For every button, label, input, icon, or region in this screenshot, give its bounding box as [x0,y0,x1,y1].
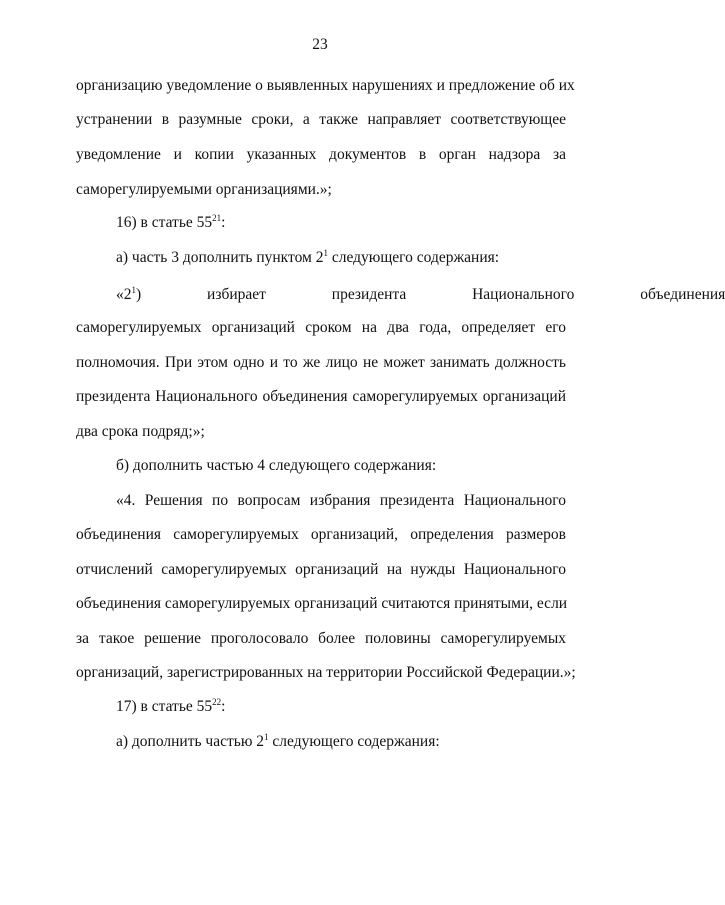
superscript: 1 [264,732,269,742]
list-item-16 [116,213,566,233]
page-number: 23 [312,36,328,53]
text-line: устранении в разумные сроки, а также направляет соответствующее [76,111,566,128]
superscript: 1 [131,285,136,295]
text-fragment: следующего содержания: [327,249,500,266]
text-line: саморегулируемых организаций сроком на два года, определяет его [76,319,566,336]
superscript: 21 [212,213,222,223]
text-line: президента Национального объединения саморегулируемых организаций [76,388,566,405]
text-fragment: 17) в статье 55 [116,698,213,715]
list-item-17 [116,697,566,717]
superscript: 1 [323,248,328,258]
text-line: объединения саморегулируемых организаций считаются принятыми, если [76,595,568,612]
text-fragment: 16) в статье 55 [116,214,213,231]
subitem-a [116,732,566,752]
text-line: саморегулируемыми организациями.»; [76,181,332,198]
quoted-point-2-1 [116,285,725,305]
text-line: объединения саморегулируемых организаций, определения размеров [76,526,566,543]
text-fragment: : [221,214,226,231]
text-fragment: а) часть 3 дополнить пунктом 2 [116,249,324,266]
text-line: полномочия. При этом одно и то же лицо не может занимать должность [76,354,566,371]
text-fragment: «2 [116,286,132,303]
text-fragment: следующего содержания: [268,733,440,750]
text-fragment: ) избирает президента Национального объединения [136,286,725,303]
text-fragment: : [221,698,226,715]
text-line: за такое решение проголосовало более половины саморегулируемых [76,630,566,647]
subitem-b: б) дополнить частью 4 следующего содержания: [116,457,437,474]
subitem-a [116,248,566,268]
text-line: отчислений саморегулируемых организаций на нужды Национального [76,561,566,578]
text-fragment: а) дополнить частью 2 [116,733,265,750]
text-line: организаций, зарегистрированных на территории Российской Федерации.»; [76,664,576,681]
text-line: организацию уведомление о выявленных нарушениях и предложение об их [76,77,575,94]
superscript: 22 [212,697,222,707]
text-line: уведомление и копии указанных документов в орган надзора за [76,146,566,163]
quoted-part-4: «4. Решения по вопросам избрания президента Национального [116,492,566,509]
text-line: два срока подряд;»; [76,423,205,440]
